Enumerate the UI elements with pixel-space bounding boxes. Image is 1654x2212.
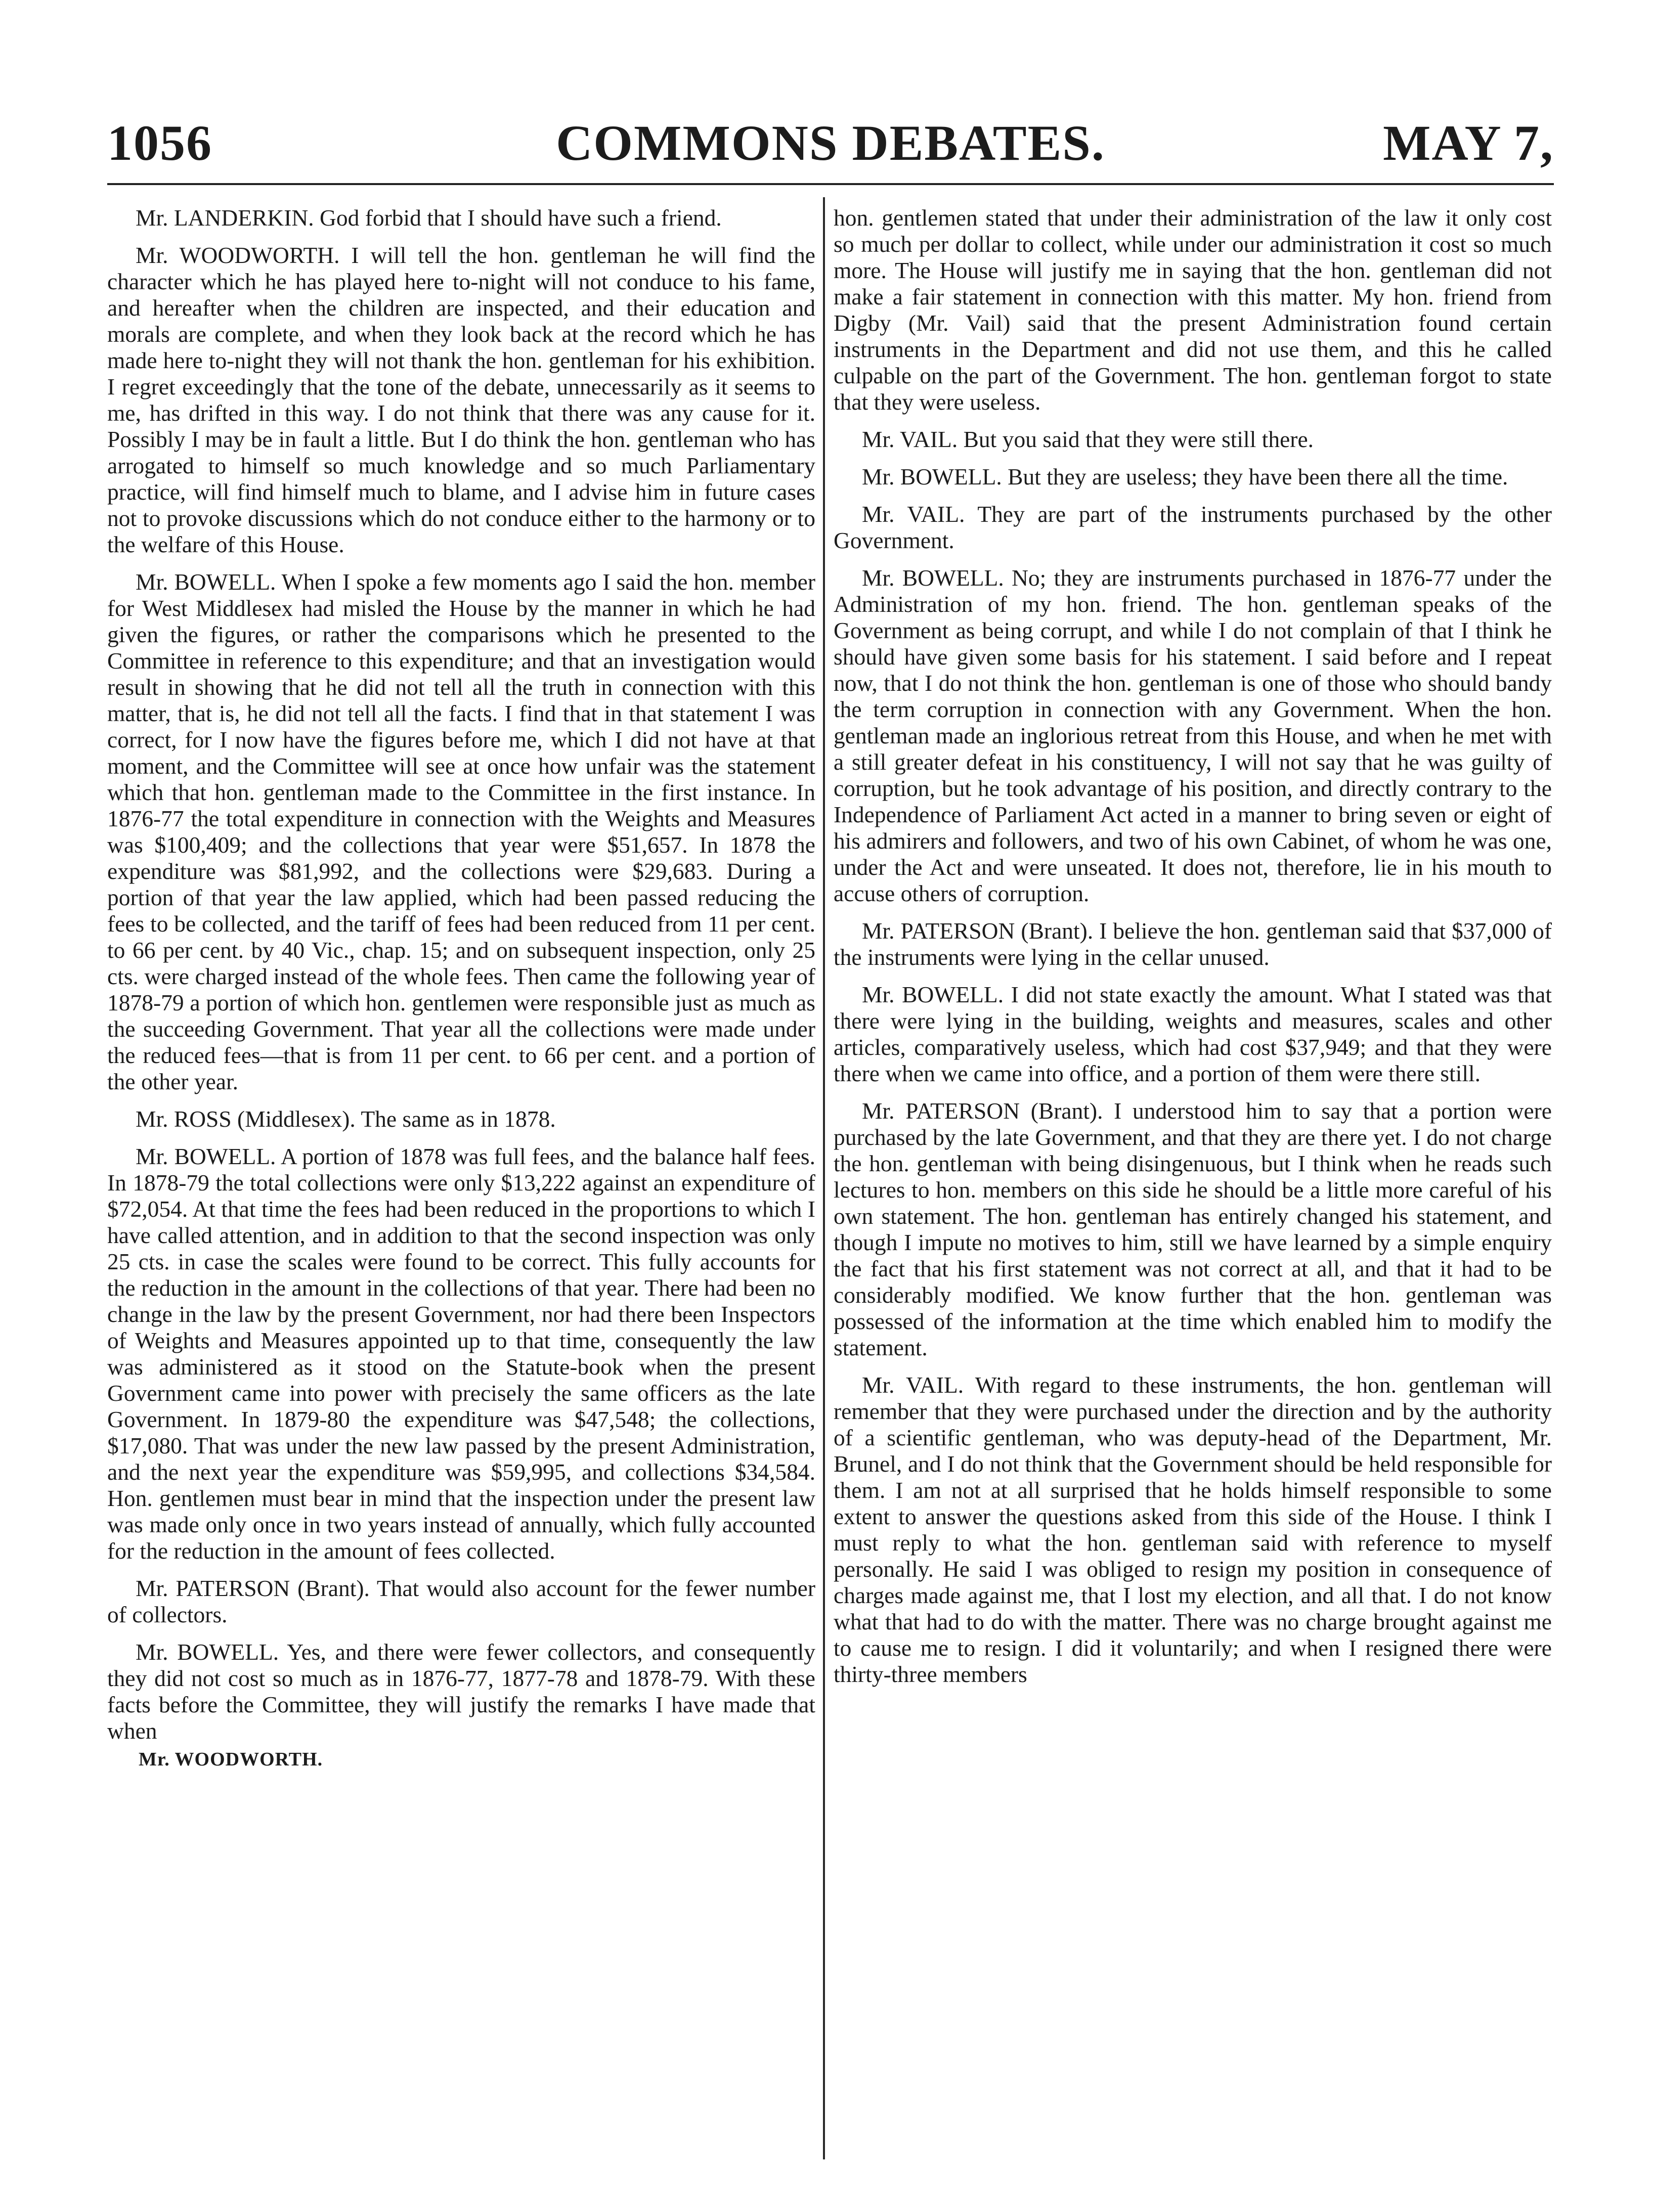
header-rule	[107, 183, 1554, 185]
paragraph: Mr. BOWELL. A portion of 1878 was full fees, and the balance half fees. In 1878-79 the total collections were only $13,222 against an expenditure of $72,054. At that time the fees had been reduced in the proportions to which I have called attention, and in addition to that the second inspection was only 25 cts. in case the scales were found to be correct. This fully accounts for the reduction in the amount in the collections of that year. There had been no change in the law by the present Government, nor had there been Inspectors of Weights and Measures appointed up to that time, consequently the law was administered as it stood on the Statute-book when the present Government came into power with precisely the same officers as the late Government. In 1879-80 the expenditure was $47,548; the collections, $17,080. That was under the new law passed by the present Administration, and the next year the expenditure was $59,995, and collections $34,584. Hon. gentlemen must bear in mind that the inspection under the present law was made only once in two years instead of annually, which fully accounted for the reduction in the amount of fees collected.	[107, 1143, 815, 1564]
page-number: 1056	[107, 115, 212, 171]
continued-paragraph: hon. gentlemen stated that under their administration of the law it only cost so much per dollar to collect, while under our administration it cost so much more. The House will justify me in saying that the hon. gentleman did not make a fair statement in connection with this matter. My hon. friend from Digby (Mr. Vail) said that the present Administration found certain instruments in the Department and did not use them, and this he called culpable on the part of the Government. The hon. gentleman forgot to state that they were useless.	[834, 205, 1552, 415]
left-column	[107, 205, 815, 1773]
paragraph: Mr. BOWELL. I did not state exactly the amount. What I stated was that there were lying in the building, weights and measures, scales and other articles, comparatively useless, which had cost $37,949; and that they were there when we came into office, and a portion of them were there still.	[834, 982, 1552, 1086]
paragraph: Mr. WOODWORTH. I will tell the hon. gentleman he will find the character which he has played here to-night will not conduce to his fame, and hereafter when the children are inspected, and their education and morals are complete, and when they look back at the record which he has made here to-night they will not thank the hon. gentleman for his exhibition. I regret exceedingly that the tone of the debate, unnecessarily as it seems to me, has drifted in this way. I do not think that there was any cause for it. Possibly I may be in fault a little. But I do think the hon. gentleman who has arrogated to himself so much knowledge and so much Parliamentary practice, will find himself much to blame, and I advise him in future cases not to provoke discussions which do not conduce either to the harmony or to the welfare of this House.	[107, 242, 815, 557]
page-date: MAY 7,	[1383, 115, 1554, 171]
paragraph: Mr. PATERSON (Brant). I believe the hon. gentleman said that $37,000 of the instruments were lying in the cellar unused.	[834, 918, 1552, 970]
page-header	[107, 104, 1554, 180]
paragraph: Mr. VAIL. They are part of the instruments purchased by the other Government.	[834, 501, 1552, 553]
column-divider	[823, 197, 825, 2159]
paragraph: Mr. LANDERKIN. God forbid that I should have such a friend.	[136, 205, 722, 231]
right-column	[834, 205, 1552, 1699]
paragraph: Mr. BOWELL. When I spoke a few moments ago I said the hon. member for West Middlesex had misled the House by the manner in which he had given the figures, or rather the comparisons which he presented to the Committee in reference to this expenditure; and that an investigation would result in showing that he did not tell all the truth in connection with this matter, that is, he did not tell all the facts. I find that in that statement I was correct, for I now have the figures before me, which I did not have at that moment, and the Committee will see at once how unfair was the statement which that hon. gentleman made to the Committee in the first instance. In 1876-77 the total expenditure in connection with the Weights and Measures was $100,409; and the collections that year were $51,657. In 1878 the expenditure was $81,992, and the collections were $29,683. During a portion of that year the law applied, which had been passed reducing the fees to be collected, and the tariff of fees had been reduced from 11 per cent. to 66 per cent. by 40 Vic., chap. 15; and on subsequent inspection, only 25 cts. were charged instead of the whole fees. Then came the following year of 1878-79 a portion of which hon. gentlemen were responsible just as much as the succeeding Government. That year all the collections were made under the reduced fees—that is from 11 per cent. to 66 per cent. and a portion of the other year.	[107, 569, 815, 1094]
paragraph: Mr. BOWELL. But they are useless; they have been there all the time.	[862, 464, 1508, 490]
paragraph: Mr. PATERSON (Brant). I understood him to say that a portion were purchased by the late Government, and that they are there yet. I do not charge the hon. gentleman with being disingenuous, but I think when he reads such lectures to hon. members on this side he should be a little more careful of his own statement. The hon. gentleman has entirely changed his statement, and though I impute no motives to him, still we have learned by a simple enquiry the fact that his first statement was not correct at all, and that it had to be considerably modified. We know further that the hon. gentleman was possessed of the information at the time which enabled him to modify the statement.	[834, 1098, 1552, 1360]
page-title: COMMONS DEBATES.	[556, 115, 1105, 171]
paragraph: Mr. VAIL. But you said that they were still there.	[862, 426, 1314, 452]
paragraph: Mr. VAIL. With regard to these instruments, the hon. gentleman will remember that they were purchased under the direction and by the authority of a scientific gentleman, who was deputy-head of the Department, Mr. Brunel, and I do not think that the Government should be held responsible for them. I am not at all surprised that he holds himself responsible to some extent to answer the questions asked from this side of the House. I think I must reply to what the hon. gentleman said with reference to myself personally. He said I was obliged to resign my position in consequence of charges made against me, that I lost my election, and all that. I do not know what that had to do with the matter. There was no charge brought against me to cause me to resign. I did it voluntarily; and when I resigned there were thirty-three members	[834, 1372, 1552, 1687]
paragraph: Mr. PATERSON (Brant). That would also account for the fewer number of collectors.	[107, 1575, 815, 1627]
trailing-speaker-name: Mr. WOODWORTH.	[139, 1749, 323, 1770]
paragraph: Mr. BOWELL. No; they are instruments purchased in 1876-77 under the Administration of my hon. friend. The hon. gentleman speaks of the Government as being corrupt, and while I do not complain of that I think he should have given some basis for his statement. I said before and I repeat now, that I do not think the hon. gentleman is one of those who should bandy the term corruption in connection with any Government. When the hon. gentleman made an inglorious retreat from this House, and when he met with a still greater defeat in his constituency, I will not say that he was guilty of corruption, but he took advantage of his position, and directly contrary to the Independence of Parliament Act acted in a manner to bring seven or eight of his admirers and followers, and two of his own Cabinet, of whom he was one, under the Act and were unseated. It does not, therefore, lie in his mouth to accuse others of corruption.	[834, 565, 1552, 906]
paragraph: Mr. ROSS (Middlesex). The same as in 1878.	[136, 1106, 556, 1132]
paragraph: Mr. BOWELL. Yes, and there were fewer collectors, and consequently they did not cost so much as in 1876-77, 1877-78 and 1878-79. With these facts before the Committee, they will justify the remarks I have made that when	[107, 1639, 815, 1744]
